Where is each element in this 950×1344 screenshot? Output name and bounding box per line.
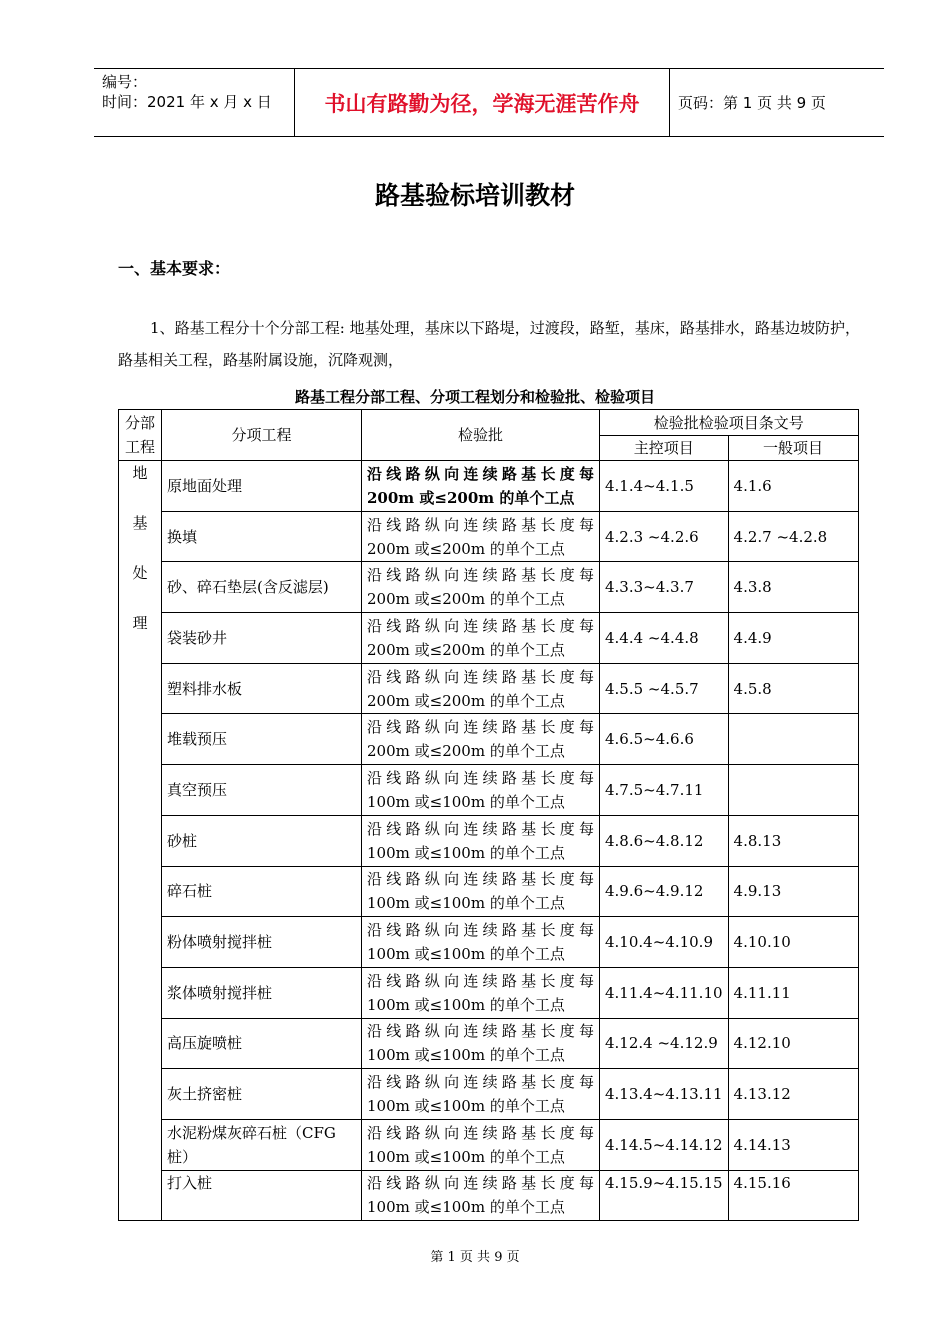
- batch-line-2: 100m 或≤100m 的单个工点: [367, 843, 565, 862]
- batch-line-2: 200m 或≤200m 的单个工点: [367, 691, 565, 710]
- main-items-cell: 4.4.4 ~4.4.8: [600, 613, 729, 664]
- document-title: 路基验标培训教材: [374, 181, 575, 210]
- main-items-cell: 4.15.9~4.15.15: [600, 1170, 729, 1221]
- general-items-cell: 4.14.13: [728, 1119, 858, 1170]
- batch-line-2: 200m 或≤200m 的单个工点: [367, 640, 565, 659]
- table-row: [119, 866, 859, 917]
- general-items-cell: 4.5.8: [728, 663, 858, 714]
- header-page-label: 页码：第 1 页 共 9 页: [678, 94, 826, 112]
- table-row: [119, 1170, 859, 1221]
- general-items-cell: 4.2.7 ~4.2.8: [728, 511, 858, 562]
- batch-cell: [362, 461, 600, 512]
- batch-line-1: 沿线路纵向连续路基长度每: [367, 768, 594, 787]
- batch-cell: [362, 815, 600, 866]
- table-row: [119, 1069, 859, 1120]
- batch-line-2: 200m 或≤200m 的单个工点: [367, 742, 565, 761]
- batch-line-2: 100m 或≤100m 的单个工点: [367, 995, 565, 1014]
- header-divisional: 分部工程: [119, 410, 162, 461]
- batch-line-1: 沿线路纵向连续路基长度每: [367, 1073, 594, 1092]
- section-heading: 一、基本要求：: [118, 259, 231, 278]
- table-row: [119, 613, 859, 664]
- main-items-cell: 4.11.4~4.11.10: [600, 967, 729, 1018]
- general-items-cell: [728, 714, 858, 765]
- header-batch: 检验批: [362, 410, 600, 461]
- main-items-cell: 4.2.3 ~4.2.6: [600, 511, 729, 562]
- batch-line-1: 沿线路纵向连续路基长度每: [367, 971, 594, 990]
- header-main-items: 主控项目: [600, 436, 729, 461]
- doc-time-label: 时间：2021 年 x 月 x 日: [102, 93, 272, 111]
- general-items-cell: 4.4.9: [728, 613, 858, 664]
- main-items-cell: 4.1.4~4.1.5: [600, 461, 729, 512]
- subitem-cell: 碎石桩: [162, 866, 362, 917]
- batch-line-1: 沿线路纵向连续路基长度每: [367, 616, 594, 635]
- table-row: [119, 663, 859, 714]
- header-clause: 检验批检验项目条文号: [600, 410, 859, 436]
- main-items-cell: 4.8.6~4.8.12: [600, 815, 729, 866]
- division-char: 处: [132, 564, 148, 582]
- subitem-cell: 高压旋喷桩: [162, 1018, 362, 1069]
- main-items-cell: 4.7.5~4.7.11: [600, 765, 729, 816]
- table-row: [119, 967, 859, 1018]
- doc-number-label: 编号：: [102, 73, 148, 91]
- general-items-cell: 4.1.6: [728, 461, 858, 512]
- batch-line-2: 200m 或≤200m 的单个工点: [367, 488, 575, 507]
- batch-line-2: 100m 或≤100m 的单个工点: [367, 1198, 565, 1217]
- subitem-cell: 打入桩: [162, 1170, 362, 1221]
- batch-line-1: 沿线路纵向连续路基长度每: [367, 566, 594, 585]
- batch-line-1: 沿线路纵向连续路基长度每: [367, 515, 594, 534]
- subitem-cell: 灰土挤密桩: [162, 1069, 362, 1120]
- table-row: [119, 461, 859, 512]
- division-table: [118, 409, 859, 1221]
- main-items-cell: 4.14.5~4.14.12: [600, 1119, 729, 1170]
- batch-cell: [362, 917, 600, 968]
- batch-cell: [362, 562, 600, 613]
- header-motto: 书山有路勤为径，学海无涯苦作舟: [294, 69, 670, 136]
- table-row: [119, 1018, 859, 1069]
- batch-cell: [362, 663, 600, 714]
- batch-line-1: 沿线路纵向连续路基长度每: [367, 819, 594, 838]
- batch-line-2: 100m 或≤100m 的单个工点: [367, 1147, 565, 1166]
- batch-line-1: 沿线路纵向连续路基长度每: [367, 1174, 594, 1193]
- subitem-cell: 粉体喷射搅拌桩: [162, 917, 362, 968]
- batch-line-1: 沿线路纵向连续路基长度每: [367, 1022, 594, 1041]
- table-row: [119, 511, 859, 562]
- subitem-cell: 塑料排水板: [162, 663, 362, 714]
- main-items-cell: 4.13.4~4.13.11: [600, 1069, 729, 1120]
- batch-line-2: 100m 或≤100m 的单个工点: [367, 1097, 565, 1116]
- batch-cell: [362, 1170, 600, 1221]
- table-row: [119, 1119, 859, 1170]
- table-row: [119, 714, 859, 765]
- main-items-cell: 4.10.4~4.10.9: [600, 917, 729, 968]
- division-char: 基: [132, 514, 148, 532]
- subitem-cell: 原地面处理: [162, 461, 362, 512]
- general-items-cell: 4.11.11: [728, 967, 858, 1018]
- batch-line-2: 100m 或≤100m 的单个工点: [367, 945, 565, 964]
- batch-line-1: 沿线路纵向连续路基长度每: [367, 667, 594, 686]
- subitem-cell: 砂桩: [162, 815, 362, 866]
- batch-cell: [362, 1018, 600, 1069]
- general-items-cell: 4.13.12: [728, 1069, 858, 1120]
- batch-line-1: 沿线路纵向连续路基长度每: [367, 1123, 594, 1142]
- general-items-cell: 4.8.13: [728, 815, 858, 866]
- main-items-cell: 4.12.4 ~4.12.9: [600, 1018, 729, 1069]
- batch-cell: [362, 714, 600, 765]
- batch-cell: [362, 1069, 600, 1120]
- batch-cell: [362, 511, 600, 562]
- batch-cell: [362, 967, 600, 1018]
- batch-line-1: 沿线路纵向连续路基长度每: [367, 921, 594, 940]
- subitem-cell: 袋装砂井: [162, 613, 362, 664]
- batch-line-1: 沿线路纵向连续路基长度每: [367, 718, 594, 737]
- table-row: [119, 765, 859, 816]
- page-footer: 第 1 页 共 9 页: [430, 1250, 520, 1265]
- division-cell: [119, 461, 162, 1221]
- batch-cell: [362, 1119, 600, 1170]
- main-items-cell: 4.9.6~4.9.12: [600, 866, 729, 917]
- batch-line-2: 100m 或≤100m 的单个工点: [367, 792, 565, 811]
- subitem-cell: 浆体喷射搅拌桩: [162, 967, 362, 1018]
- table-row: [119, 815, 859, 866]
- table-header-row: [119, 410, 859, 436]
- subitem-cell: 换填: [162, 511, 362, 562]
- page-header: [94, 68, 884, 137]
- general-items-cell: 4.15.16: [728, 1170, 858, 1221]
- division-char: 地: [132, 464, 148, 482]
- general-items-cell: 4.3.8: [728, 562, 858, 613]
- header-meta: [94, 69, 294, 136]
- table-row: [119, 917, 859, 968]
- batch-line-2: 100m 或≤100m 的单个工点: [367, 894, 565, 913]
- table-title: 路基工程分部工程、分项工程划分和检验批、检验项目: [294, 388, 655, 406]
- general-items-cell: 4.9.13: [728, 866, 858, 917]
- table-row: [119, 562, 859, 613]
- batch-cell: [362, 613, 600, 664]
- header-subitem: 分项工程: [162, 410, 362, 461]
- batch-line-2: 200m 或≤200m 的单个工点: [367, 590, 565, 609]
- batch-line-2: 100m 或≤100m 的单个工点: [367, 1046, 565, 1065]
- subitem-cell: 砂、碎石垫层(含反滤层): [162, 562, 362, 613]
- batch-cell: [362, 866, 600, 917]
- subitem-cell: 水泥粉煤灰碎石桩（CFG 桩）: [162, 1119, 362, 1170]
- batch-cell: [362, 765, 600, 816]
- division-char: 理: [132, 614, 148, 632]
- batch-line-1: 沿线路纵向连续路基长度每: [367, 870, 594, 889]
- general-items-cell: 4.12.10: [728, 1018, 858, 1069]
- main-items-cell: 4.5.5 ~4.5.7: [600, 663, 729, 714]
- batch-line-1: 沿线路纵向连续路基长度每: [367, 464, 594, 483]
- batch-line-2: 200m 或≤200m 的单个工点: [367, 539, 565, 558]
- general-items-cell: [728, 765, 858, 816]
- header-general-items: 一般项目: [728, 436, 858, 461]
- main-items-cell: 4.6.5~4.6.6: [600, 714, 729, 765]
- subitem-cell: 真空预压: [162, 765, 362, 816]
- subitem-cell: 堆载预压: [162, 714, 362, 765]
- main-items-cell: 4.3.3~4.3.7: [600, 562, 729, 613]
- body-paragraph: 1、路基工程分十个分部工程: 地基处理，基床以下路堤，过渡段，路堑，基床，路基排水，路基边坡防护，路基相关工程，路基附属设施，沉降观测，: [118, 319, 860, 369]
- general-items-cell: 4.10.10: [728, 917, 858, 968]
